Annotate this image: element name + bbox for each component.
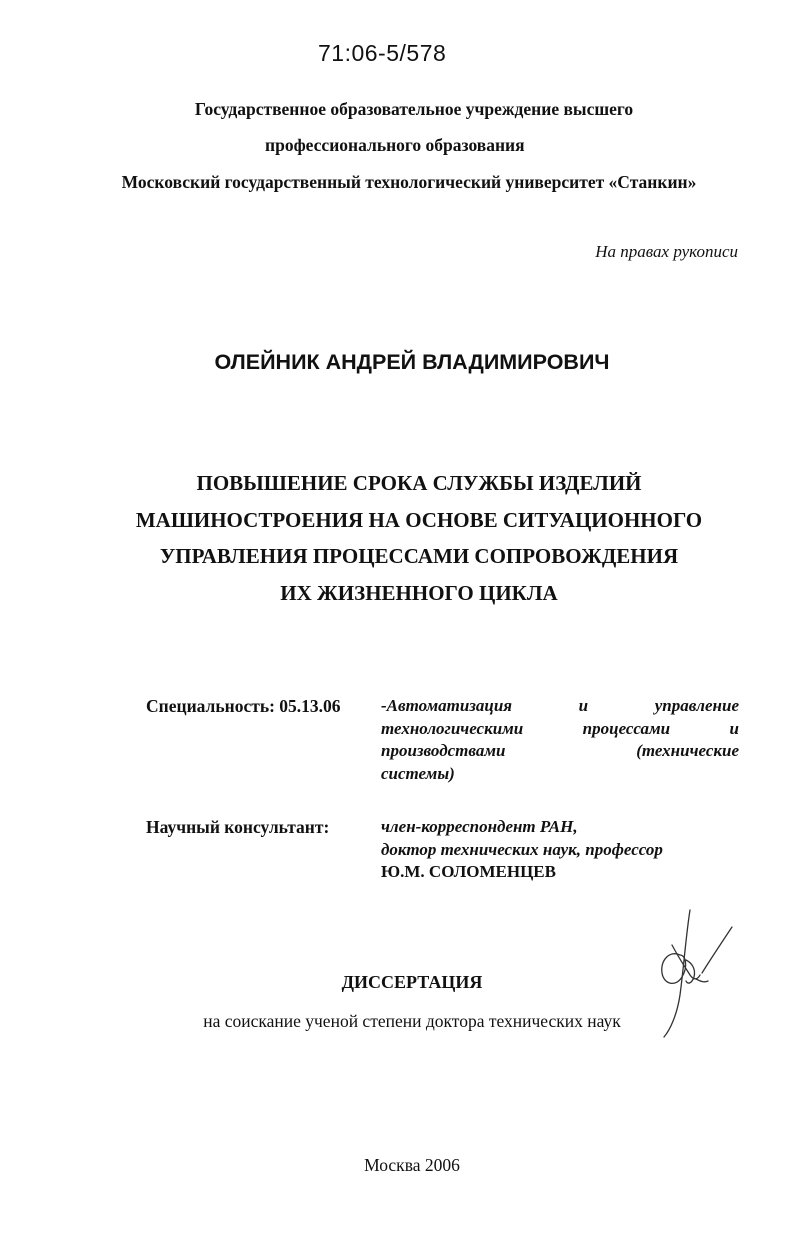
consultant-degree: доктор технических наук, профессор [381,839,663,859]
consultant-title: член-корреспондент РАН, [381,817,578,836]
document-code: 71:06-5/578 [318,40,447,66]
title-line: ИХ ЖИЗНЕННОГО ЦИКЛА [280,580,558,605]
specialty-label: Специальность: 05.13.06 [146,696,341,716]
consultant-name: Ю.М. СОЛОМЕНЦЕВ [381,862,556,881]
title-line: МАШИНОСТРОЕНИЯ НА ОСНОВЕ СИТУАЦИОННОГО [135,507,703,532]
institution-line-3: Московский государственный технологический университет «Станкин» [121,172,697,192]
degree-text: на соискание ученой степени доктора технических наук [203,1011,621,1031]
specialty-value-last: системы) [381,763,455,783]
specialty-value-main: -Автоматизация и управление технологическими процессами и производствами (технические [381,696,739,760]
dissertation-title [0,465,798,611]
institution-line-1: Государственное образовательное учреждение высшего [194,99,634,119]
specialty-value [381,695,739,785]
consultant-label: Научный консультант: [146,817,330,837]
title-line: УПРАВЛЕНИЯ ПРОЦЕССАМИ СОПРОВОЖДЕНИЯ [159,544,679,568]
author-name: ОЛЕЙНИК АНДРЕЙ ВЛАДИМИРОВИЧ [214,350,610,374]
consultant-value [381,816,739,884]
institution-line-2: профессионального образования [265,135,525,155]
dissertation-label: ДИССЕРТАЦИЯ [341,972,483,992]
city-year: Москва 2006 [364,1155,460,1175]
rights-note: На правах рукописи [595,242,738,261]
title-line: ПОВЫШЕНИЕ СРОКА СЛУЖБЫ ИЗДЕЛИЙ [196,471,642,495]
